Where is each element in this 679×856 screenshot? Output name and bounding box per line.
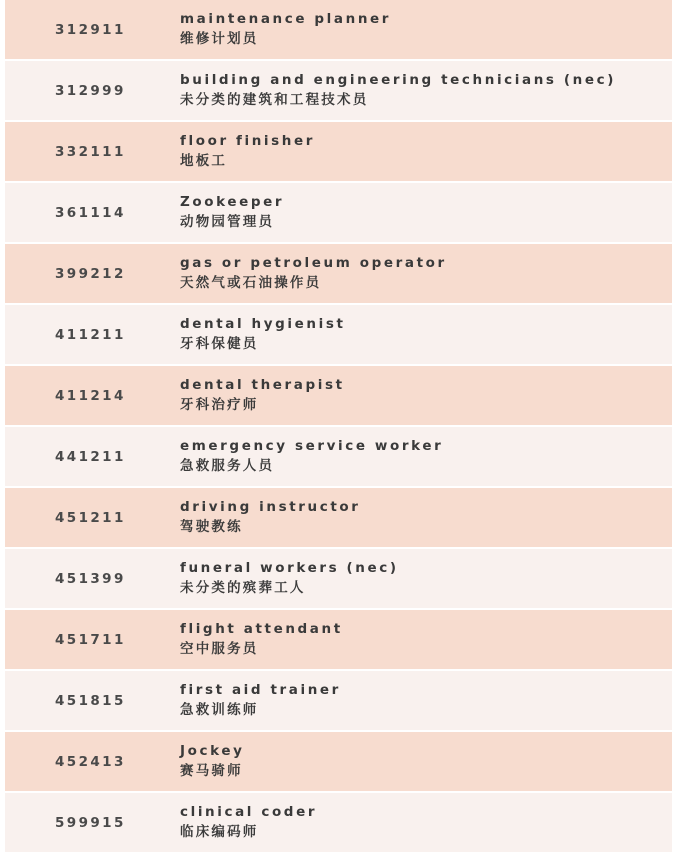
occupation-name-zh: 临床编码师	[180, 823, 259, 840]
occupation-name-en: Zookeeper	[180, 193, 285, 210]
occupation-code: 451815	[55, 692, 126, 709]
occupation-table	[5, 0, 672, 852]
table-row	[5, 732, 672, 791]
table-row	[5, 488, 672, 547]
table-row	[5, 793, 672, 852]
occupation-code: 399212	[55, 265, 126, 282]
occupation-name-zh: 牙科治疗师	[180, 396, 259, 413]
occupation-name-en: building and engineering technicians (nec)	[180, 71, 616, 88]
occupation-name-zh: 天然气或石油操作员	[180, 274, 322, 291]
occupation-name-zh: 急救服务人员	[180, 457, 275, 474]
table-row	[5, 0, 672, 59]
table-row	[5, 549, 672, 608]
occupation-names	[180, 620, 343, 660]
occupation-name-zh: 维修计划员	[180, 30, 259, 47]
occupation-names	[180, 437, 443, 477]
occupation-code: 599915	[55, 814, 126, 831]
occupation-name-en: emergency service worker	[180, 437, 444, 454]
occupation-name-en: flight attendant	[180, 620, 343, 637]
occupation-name-zh: 空中服务员	[180, 640, 259, 657]
occupation-names	[180, 193, 284, 233]
occupation-name-zh: 动物园管理员	[180, 213, 275, 230]
occupation-code: 451211	[55, 509, 126, 526]
occupation-code: 361114	[55, 204, 126, 221]
occupation-name-zh: 驾驶教练	[180, 518, 243, 535]
table-row	[5, 183, 672, 242]
occupation-code: 451399	[55, 570, 126, 587]
occupation-name-zh: 地板工	[180, 152, 228, 169]
occupation-name-en: clinical coder	[180, 803, 318, 820]
occupation-name-en: first aid trainer	[180, 681, 341, 698]
occupation-name-zh: 未分类的殡葬工人	[180, 579, 306, 596]
occupation-names	[180, 315, 346, 355]
occupation-names	[180, 559, 399, 599]
occupation-name-en: funeral workers (nec)	[180, 559, 399, 576]
table-row	[5, 671, 672, 730]
occupation-name-zh: 急救训练师	[180, 701, 259, 718]
occupation-names	[180, 498, 361, 538]
occupation-code: 332111	[55, 143, 126, 160]
occupation-names	[180, 132, 315, 172]
occupation-code: 411211	[55, 326, 126, 343]
occupation-name-en: gas or petroleum operator	[180, 254, 447, 271]
occupation-code: 452413	[55, 753, 126, 770]
table-row	[5, 366, 672, 425]
occupation-name-en: floor finisher	[180, 132, 316, 149]
occupation-code: 312911	[55, 21, 126, 38]
occupation-code: 312999	[55, 82, 126, 99]
occupation-name-en: Jockey	[180, 742, 245, 759]
occupation-code: 451711	[55, 631, 126, 648]
occupation-name-en: driving instructor	[180, 498, 361, 515]
occupation-names	[180, 742, 244, 782]
table-row	[5, 427, 672, 486]
occupation-names	[180, 10, 391, 50]
table-row	[5, 244, 672, 303]
occupation-name-zh: 牙科保健员	[180, 335, 259, 352]
occupation-code: 411214	[55, 387, 126, 404]
table-row	[5, 61, 672, 120]
table-row	[5, 122, 672, 181]
occupation-name-en: dental hygienist	[180, 315, 346, 332]
occupation-names	[180, 376, 345, 416]
occupation-names	[180, 254, 447, 294]
occupation-names	[180, 681, 341, 721]
occupation-name-en: dental therapist	[180, 376, 345, 393]
occupation-names	[180, 71, 616, 111]
occupation-name-en: maintenance planner	[180, 10, 392, 27]
occupation-code: 441211	[55, 448, 126, 465]
occupation-name-zh: 赛马骑师	[180, 762, 243, 779]
table-row	[5, 305, 672, 364]
occupation-names	[180, 803, 317, 843]
occupation-name-zh: 未分类的建筑和工程技术员	[180, 91, 369, 108]
table-row	[5, 610, 672, 669]
